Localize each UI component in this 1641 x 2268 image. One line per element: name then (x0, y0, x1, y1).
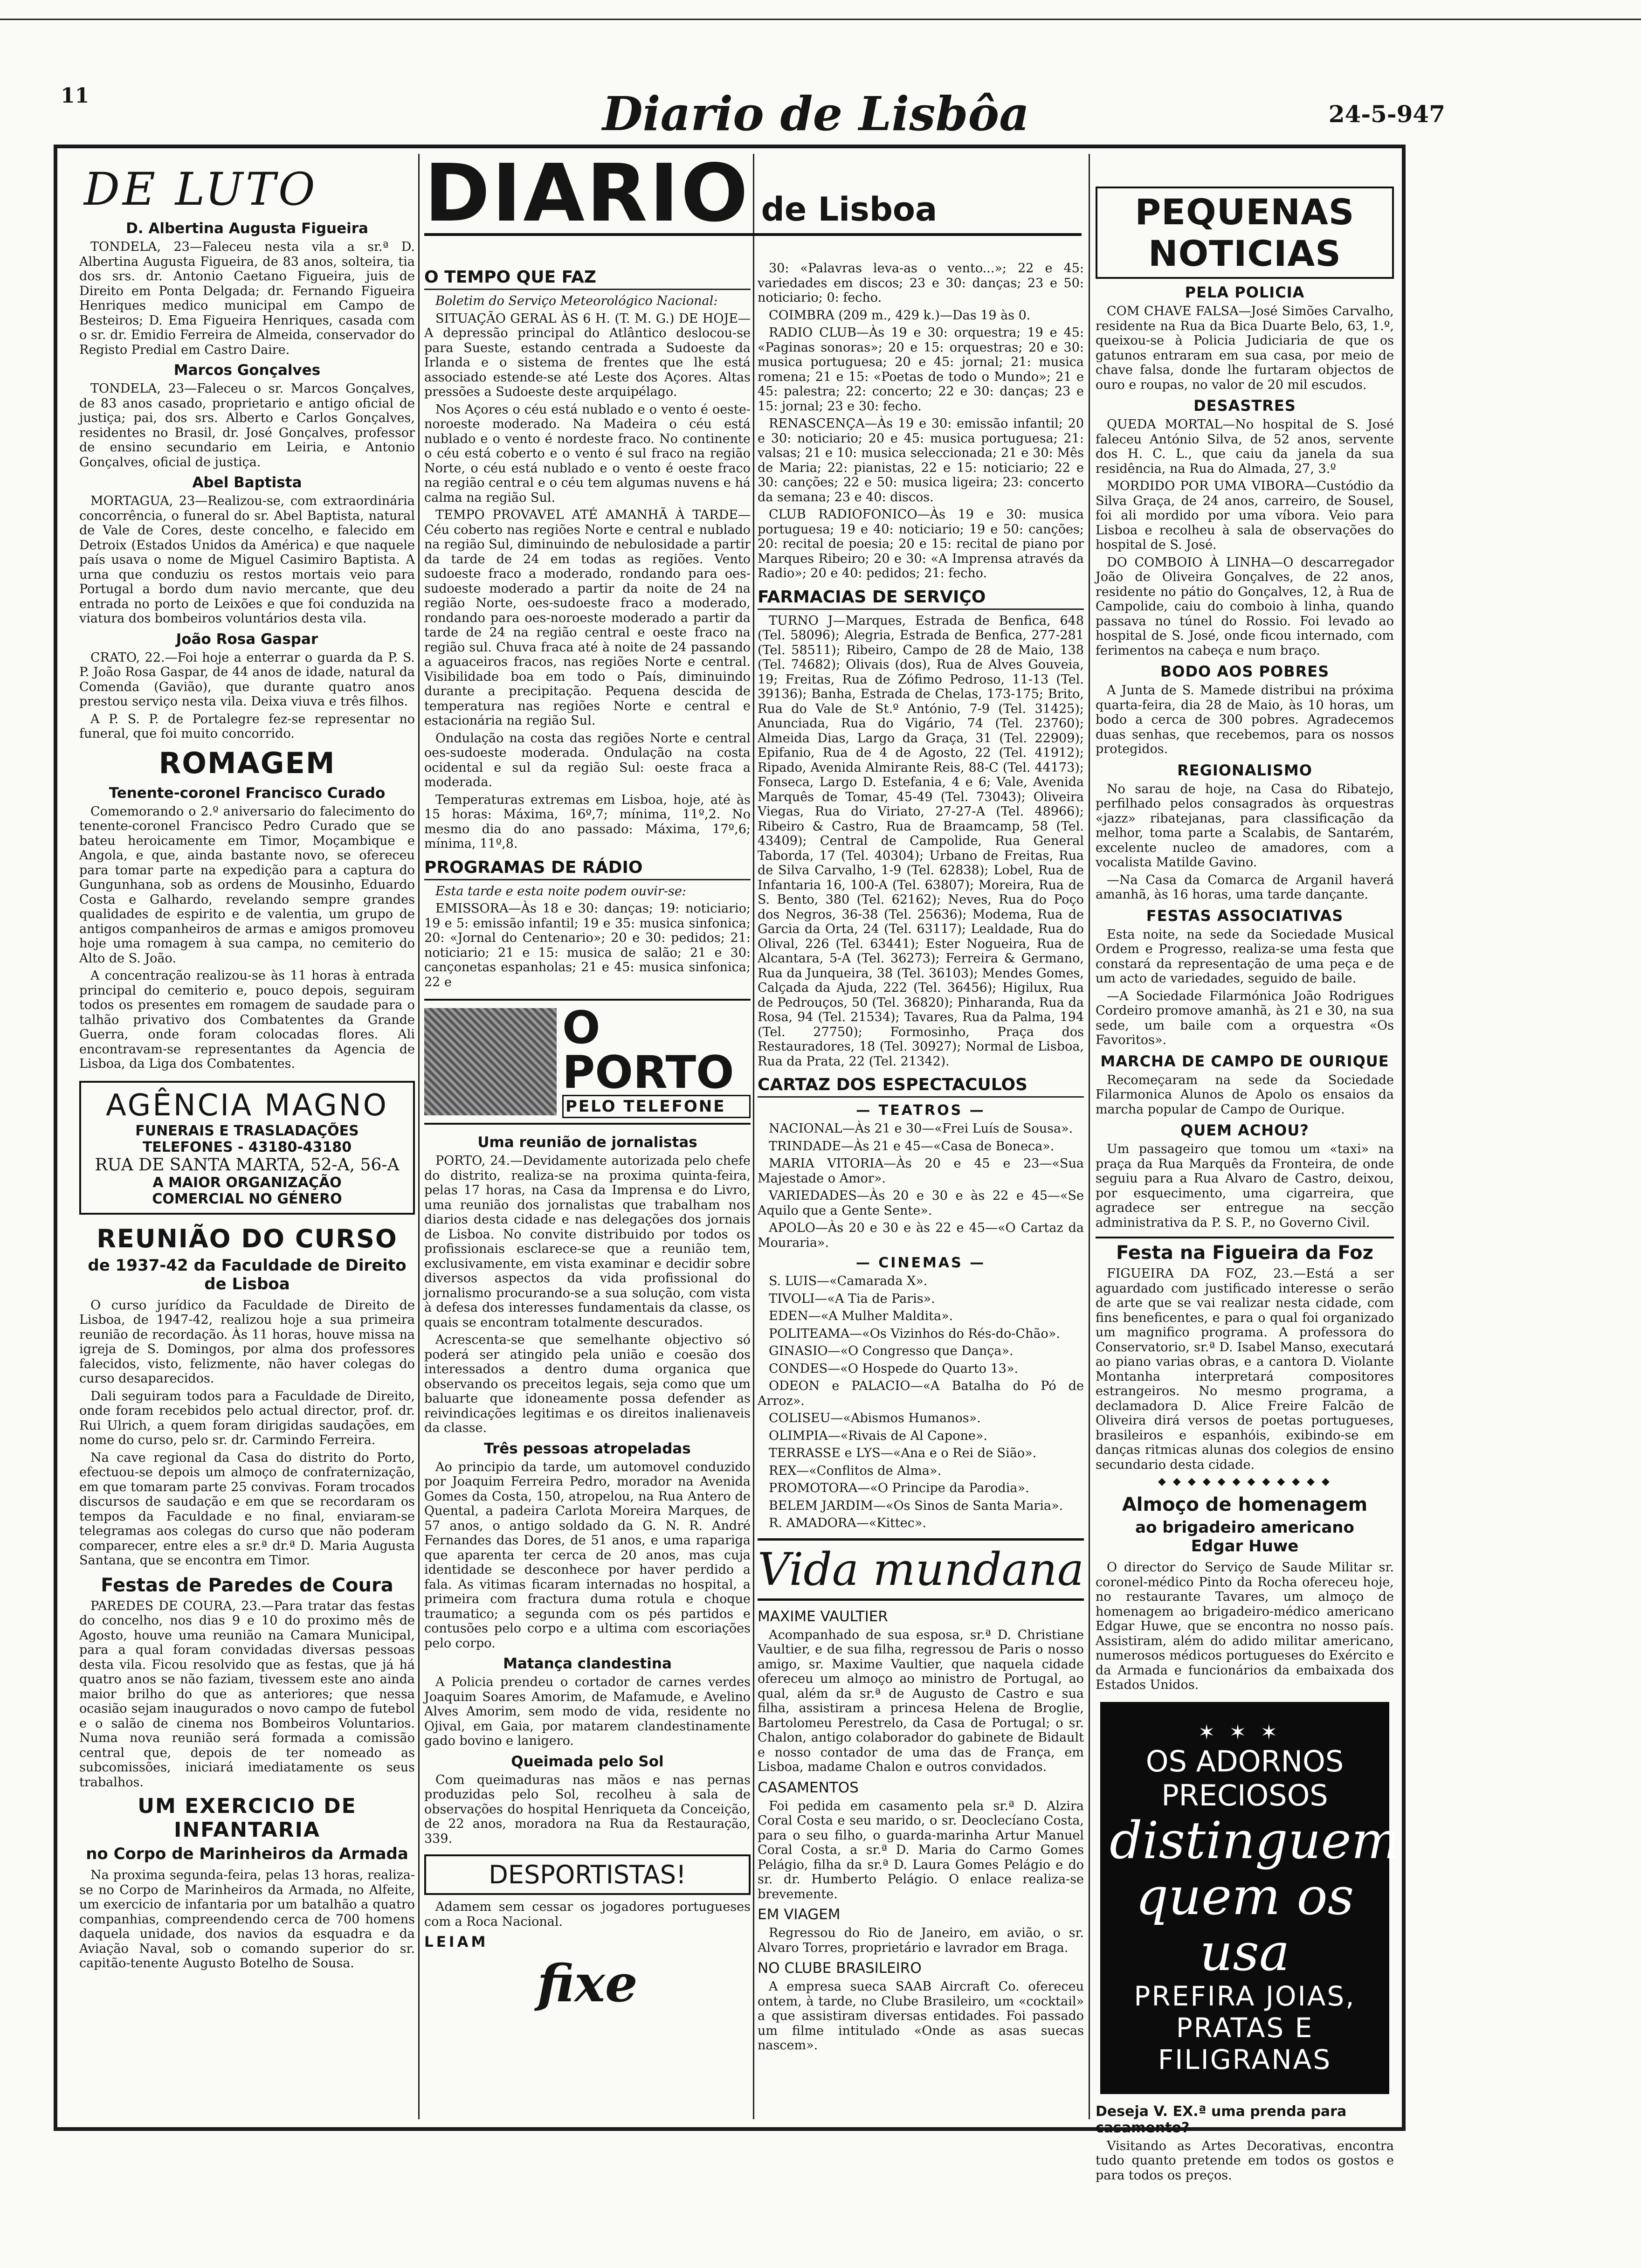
section-label: NO CLUBE BRASILEIRO (758, 1960, 922, 1977)
advert-question: Deseja V. EX.ª uma prenda para casamento? (1096, 2103, 1347, 2136)
article-text: Nos Açores o céu está nublado e o vento é oeste-noroeste moderado. Na Madeira o céu está nublado e o vento é nordeste fraco. No continente o céu está coberto e o vento é sul fraco na região Norte, o céu está nublado e o vento é oeste fraco na região central e o céu tem algumas nuvens e há calma na região Sul. (424, 402, 751, 505)
article-text: —Na Casa da Comarca de Arganil haverá amanhã, às 16 horas, uma tarde dançante. (1096, 872, 1394, 902)
atropeladas-heading: Três pessoas atropeladas (484, 1440, 691, 1457)
listing-item: POLITEAMA—«Os Vizinhos do Rés-do-Chão». (769, 1326, 1060, 1341)
listing-item: CONDES—«O Hospede do Quarto 13». (769, 1361, 1019, 1376)
bodo-heading: BODO AOS POBRES (1160, 663, 1330, 680)
article-text: COM CHAVE FALSA—José Simões Carvalho, residente na Rua da Bica Duarte Belo, 63, 1.º, queixou-se à Policia Judiciaria de que os gatunos entraram em sua casa, por meio de chave falsa, donde lhe furtaram objectos de ouro e roupas, no valor de 20 mil escudos. (1096, 304, 1394, 392)
radio-heading: PROGRAMAS DE RÁDIO (424, 858, 751, 880)
article-text: MORDIDO POR UMA VIBORA—Custódio da Silva Graça, de 24 anos, carreiro, de Sousel, foi ali mordido por uma víbora. Veio para Lisboa e recolheu à sala de observações do hospital de S. José. (1096, 479, 1394, 552)
ornament-divider: ◆ ◆ ◆ ◆ ◆ ◆ ◆ ◆ ◆ ◆ ◆ ◆ (1158, 1476, 1331, 1487)
article-text: Recomeçaram na sede da Sociedade Filarmonica Alunos de Apolo os ensaios da marcha popular de Campo de Ourique. (1096, 1072, 1394, 1117)
article-text: DO COMBOIO À LINHA—O descarregador João de Oliveira Gonçalves, de 22 anos, residente no pátio do Gonçalves, 12, à Rua de Campolide, caiu do comboio à linha, quando passava no túnel do Rossio. Foi levado ao hospital de S. José, onde ficou internado, com ferimentos na cabeça e num braço. (1096, 555, 1394, 658)
teatros-subheading: — TEATROS — (856, 1102, 986, 1119)
article-text: PORTO, 24.—Devidamente autorizada pelo chefe do distrito, realiza-se na proxima quinta-feira, pelas 17 horas, na Casa da Imprensa e do Livro, uma reunião dos jornalistas que trabalham nos diarios desta cidade e nas delegações dos jornais de Lisboa. No convite distribuido por todos os profissionais esclarece-se que a reunião tem, exclusivamente, em vista examinar e decidir sobre diversos aspectos da vida profissional do jornalismo procurando-se a sua solução, com vista à defesa dos interesses fundamentais da classe, os quais se encontram totalmente descurados. (424, 1154, 751, 1330)
article-text: Acompanhado de sua esposa, sr.ª D. Christiane Vaultier, e de sua filha, regressou de Paris o nosso amigo, sr. Maxime Vaultier, que naquela cidade ofereceu um almoço ao ministro de Portugal, ao qual, além da sr.ª de Augusto de Castro e sua filha, assistiram a princesa Helena de Broglie, Bartolomeu Perestrelo, da Casa de Portugal; o sr. Chalon, antigo colaborador do gabinete de Bidault e nosso contador de uma das de França, em Lisboa, madame Chalon e outros convidados. (758, 1627, 1084, 1774)
article-text: —A Sociedade Filarmónica João Rodrigues Cordeiro promove amanhã, às 21 e 30, na sua sede, um baile com a orquestra «Os Favoritos». (1096, 989, 1394, 1047)
article-text: TONDELA, 23—Faleceu nesta vila a sr.ª D. Albertina Augusta Figueira, de 83 anos, solteira, tia dos srs. dr. Antonio Caetano Figueira, juis de Direito em Ponta Delgada; dr. Fernando Figueira Henriques medico municipal em Campo de Besteiros; D. Ema Figueira Henriques, casada com o sr. dr. Emidio Ferreira de Almeida, conservador do Registo Predial em Castro Daire. (79, 240, 415, 357)
article-text: QUEDA MORTAL—No hospital de S. José faleceu António Silva, de 52 anos, servente dos H. C. L., que caiu da janela da sua residência, na Rua do Almada, 27, 3.º (1096, 417, 1394, 476)
column-4 (1096, 187, 1400, 2183)
column-2-body (424, 261, 751, 2122)
advert-line: PREFIRA JOIAS, PRATAS E FILIGRANAS (1134, 1980, 1356, 2075)
agency-address: RUA DE SANTA MARTA, 52-A, 56-A (95, 1155, 400, 1175)
article-text: FIGUEIRA DA FOZ, 23.—Está a ser aguardado com justificado interesse o serão de arte que se vai realizar nesta cidade, com fins beneficentes, e para o qual foi organizado um magnifico programa. A professora do Conservatorio, sr.ª D. Isabel Manso, executará ao piano varias obras, e a cantora D. Violante Montanha interpretará compositores estrangeiros. No mesmo programa, a declamadora D. Alice Freire Falcão de Oliveira dirá versos de poetas portugueses, brasileiros e espanhóis, exibindo-se em danças ritmicas alunas dos colegios de ensino secundario desta cidade. (1096, 1266, 1394, 1472)
listing-item: APOLO—Às 20 e 30 e às 22 e 45—«O Cartaz da Mouraria». (758, 1221, 1084, 1250)
fixe-logo: fixe (537, 1953, 638, 2013)
listing-item: GINASIO—«O Congresso que Dança». (769, 1344, 1014, 1358)
listing-item: EDEN—«A Mulher Maldita». (769, 1309, 953, 1323)
romagem-subheading: Tenente-coronel Francisco Curado (109, 784, 386, 802)
agency-name: AGÊNCIA MAGNO (106, 1088, 388, 1123)
leiam-label: LEIAM (424, 1934, 489, 1950)
luto-heading: DE LUTO (84, 163, 318, 215)
article-text: TEMPO PROVAVEL ATÉ AMANHÃ À TARDE—Céu coberto nas regiões Norte e central e nublado na região Sul, diminuindo de nebulosidade a partir da tarde de 24 em todas as regiões. Vento sudoeste fraco a moderado, rondando para oes-sudoeste moderado a partir da noite de 24 na região Norte, oes-sudoeste fraco a moderado, rondando para oes-noroeste moderado a partir da tarde de 24 na região central e oeste fraco na região sul. Chuva fraca até à noite de 24 passando a aguaceiros fracos, nas regiões Norte e central. Visibilidade boa em todo o País, diminuindo durante a precipitação. Pequena descida de temperatura nas regiões Norte e central e estacionária na região Sul. (424, 508, 751, 728)
page-number: 11 (61, 84, 90, 108)
almoco-heading: Almoço de homenagem (1122, 1494, 1368, 1515)
section-label: EM VIAGEM (758, 1906, 841, 1923)
article-text: Na cave regional da Casa do distrito do Porto, efectuou-se depois um almoço de confraternização, em que tomaram parte 25 convivas. Foram trocados discursos de saudação e em que se recordaram os tempos da Faculdade e no final, enviaram-se telegramas aos colegas do curso que não poderam comparecer, entre eles a sr.ª dr.ª D. Maria Augusta Santana, que se encontra em Timor. (79, 1450, 415, 1568)
article-text: O curso jurídico da Faculdade de Direito de Lisboa, de 1947-42, realizou hoje a sua primeira reunião de recordação. Às 11 horas, houve missa na igreja de S. Domingos, por alma dos professores falecidos, visto, felizmente, não haver colegas do curso desaparecidos. (79, 1298, 415, 1386)
listing-item: REX—«Conflitos de Alma». (769, 1463, 942, 1478)
listing-item: S. LUIS—«Camarada X». (769, 1274, 928, 1288)
article-text: Com queimaduras nas mãos e nas pernas produzidas pelo Sol, recolheu à sala de observações do hospital Henriqueta da Conceição, de 22 anos, moradora na Rua da Restauração, 339. (424, 1772, 751, 1846)
festas-associativas-heading: FESTAS ASSOCIATIVAS (1146, 906, 1344, 925)
porto-bridge-image (424, 1008, 557, 1115)
listing-item: TIVOLI—«A Tia de Paris». (769, 1291, 935, 1306)
obituary-name: Marcos Gonçalves (173, 362, 321, 379)
article-text: Acrescenta-se que semelhante objectivo só poderá ser atingido pela união e coesão dos interessados a dentro duma organica que observando os preceitos legais, seja como que um baluarte que idoneamente possa defender as reivindicações legitimas e os direitos inalienaveis da classe. (424, 1333, 751, 1435)
porto-title: O PORTO (562, 1002, 734, 1099)
obituary-name: D. Albertina Augusta Figueira (126, 220, 368, 237)
farmacias-heading: FARMACIAS DE SERVIÇO (758, 588, 1084, 610)
listing-item: VARIEDADES—Às 20 e 30 e às 22 e 45—«Se Aquilo que a Gente Sente». (758, 1189, 1084, 1218)
listing-item: OLIMPIA—«Rivais de Al Capone». (769, 1428, 987, 1443)
article-text: Foi pedida em casamento pela sr.ª D. Alzira Coral Costa e seu marido, o sr. Deoclecíano Costa, para o seu filho, o guarda-marinha Artur Manuel Coral Costa, a sr.ª D. Maria do Carmo Gomes Pelágio, filha da sr.ª D. Laura Gomes Pelágio e do sr. dr. Humberto Pelágio. O enlace realiza-se brevemente. (758, 1798, 1084, 1902)
listing-item: PROMOTORA—«O Principe da Parodia». (769, 1481, 1029, 1495)
agency-line: COMERCIAL NO GÉNERO (152, 1190, 342, 1207)
masthead (424, 147, 1082, 240)
article-text: Adamem sem cessar os jogadores portugueses com a Roca Nacional. (424, 1900, 751, 1929)
listing-item: TRINDADE—Às 21 e 45—«Casa de Boneca». (769, 1139, 1055, 1154)
article-text: Na proxima segunda-feira, pelas 13 horas, realiza-se no Corpo de Marinheiros da Armada, no Alfeite, um exercicio de infantaria por um batalhão a quatro companhias, compreendendo cerca de 700 homens daquela unidade, dos navios da esquadra e da Aviação Naval, sob o comando superior do sr. capitão-tenente Augusto Botelho de Sousa. (79, 1868, 415, 1971)
listing-item: BELEM JARDIM—«Os Sinos de Santa Maria». (769, 1498, 1063, 1513)
cartaz-heading: CARTAZ DOS ESPECTACULOS (758, 1075, 1084, 1098)
article-text: Ao principio da tarde, um automovel conduzido por Joaquim Ferreira Pedro, morador na Avenida Gomes da Costa, 150, atropelou, na Rua Antero de Quental, a padeira Carlota Moreira Marques, de 57 anos, o antigo soldado da G. N. R. André Fernandes das Dores, de 51 anos, e uma rapariga que aparenta ter cerca de 20 anos, mas cuja identidade se desconhece por haver perdido a fala. As vitimas ficaram internadas no hospital, a primeira com fractura duma rotula e choque traumatico; a segunda com os pés partidos e contusões pelo corpo e a ultima com escoriações pelo corpo. (424, 1459, 751, 1651)
article-text: Ondulação na costa das regiões Norte e central oes-sudoeste moderada. Ondulação na costa ocidental e sul da região Sul: oeste fraca a moderada. (424, 731, 751, 789)
cinemas-subheading: — CINEMAS — (855, 1255, 986, 1271)
jewelry-advert (1100, 1702, 1400, 2094)
article-text: A concentração realizou-se às 11 horas à entrada principal do cemiterio e, pouco depois, seguiram todos os presentes em romagem de saudade para o talhão privativo dos Combatentes da Grande Guerra, onde foram colocadas flores. Ali encontravam-se representantes da Agencia de Lisboa, da Liga dos Combatentes. (79, 968, 415, 1071)
quem-achou-heading: QUEM ACHOU? (1180, 1121, 1309, 1139)
article-text: Um passageiro que tomou um «taxi» na praça da Rua Marquês da Fronteira, de onde seguiu para a Rua Alvaro de Castro, deixou, por esquecimento, uma cigarreira, que agradece ser entregue na secção administrativa da P. S. P., no Governo Civil. (1096, 1142, 1394, 1230)
policia-heading: PELA POLICIA (1185, 284, 1305, 301)
vida-mundana-heading: Vida mundana (758, 1538, 1084, 1601)
exercicio-heading: UM EXERCICIO DE INFANTARIA (138, 1794, 357, 1842)
queimada-heading: Queimada pelo Sol (511, 1753, 664, 1770)
newspaper-title: Diario de Lisbôa (602, 86, 1030, 141)
article-text: Dali seguiram todos para a Faculdade de Direito, onde foram recebidos pelo actual director, prof. dr. Rui Ulrich, a quem foram dirigidas saudações, em nome do curso, pelo sr. dr. Carmindo Ferreira. (79, 1389, 415, 1447)
desastres-heading: DESASTRES (1193, 397, 1296, 415)
reuniao-heading: REUNIÃO DO CURSO (97, 1224, 398, 1253)
article-text: Comemorando o 2.º aniversario do falecimento do tenente-coronel Francisco Pedro Curado que se bateu heroicamente em Timor, Moçambique e Angola, e que, ainda bastante novo, se ofereceu para tomar parte na expedição para a captura do Gungunhana, sob as ordens de Mousinho, Eduardo Costa e Galhardo, revelando sempre grandes qualidades de espirito e de valentia, um grupo de antigos companheiros de armas e amigos promoveu hoje uma romagem à sua campa, no cemiterio do Alto de S. João. (79, 804, 415, 966)
reuniao-subheading: de 1937-42 da Faculdade de Direito de Lisboa (88, 1256, 407, 1293)
article-text: EMISSORA—Às 18 e 30: danças; 19: noticiario; 19 e 5: emissão infantil; 19 e 35: musica sinfonica; 20: «Jornal do Centenario»; 20 e 30: pedidos; 21: noticiario; 21 e 15: musica de salão; 21 e 30: cançonetas espanholas; 21 e 45: musica sinfonica; 22 e (424, 901, 751, 989)
tempo-source: Boletim do Serviço Meteorológico Nacional: (435, 294, 718, 308)
article-text: No sarau de hoje, na Casa do Ribatejo, perfilhado pelos consagrados às orquestras «jazz» ribatejanas, para classificação da melhor, toma parte a Scalabis, de Santarém, excelente nucleo de amadores, com a vocalista Matilde Gavino. (1096, 781, 1394, 870)
article-text: TONDELA, 23—Faleceu o sr. Marcos Gonçalves, de 83 anos casado, proprietario e antigo oficial de justiça; pai, dos srs. Alberto e Carlos Gonçalves, residentes no Brasil, dr. José Gonçalves, professor de ensino secundario em Leiria, e Antonio Gonçalves, oficial de justiça. (79, 381, 415, 470)
almoco-subheading: ao brigadeiro americano (1135, 1518, 1354, 1537)
regionalismo-heading: REGIONALISMO (1177, 761, 1312, 779)
article-text: Visitando as Artes Decorativas, encontra tudo quanto pretende em todos os gostos e para todos os preços. (1096, 2138, 1394, 2183)
agency-advert (79, 1081, 415, 1215)
foz-heading: Festa na Figueira da Foz (1096, 1237, 1394, 1264)
article-text: A Junta de S. Mamede distribui na próxima quarta-feira, dia 28 de Maio, às 10 horas, um bodo a cerca de 300 pobres. Agradecemos duas senhas, que recebemos, para os nossos protegidos. (1096, 683, 1394, 756)
listing-item: R. AMADORA—«Kittec». (769, 1516, 926, 1530)
column-divider (418, 154, 420, 2119)
matanca-heading: Matança clandestina (503, 1655, 672, 1672)
radio-intro: Esta tarde e esta noite podem ouvir-se: (435, 884, 686, 899)
exercicio-subheading: no Corpo de Marinheiros da Armada (86, 1845, 408, 1863)
article-text: MORTAGUA, 23—Realizou-se, com extraordinária concorrência, o funeral do sr. Abel Baptista, natural de Vale de Cores, deste concelho, e falecido em Detroix (Estados Unidos da América) e que naquele país usava o nome de Miguel Casimiro Baptista. A urna que conduziu os restos mortais veio para Portugal a bordo dum navio mercante, que deu entrada no porto de Leixões e que foi conduzida na viatura dos bombeiros voluntários desta vila. (79, 494, 415, 626)
section-label: CASAMENTOS (758, 1779, 859, 1796)
masthead-subtitle: de Lisboa (761, 190, 938, 228)
festas-heading: Festas de Paredes de Coura (101, 1574, 393, 1596)
obituary-name: João Rosa Gaspar (176, 630, 318, 648)
romagem-heading: ROMAGEM (159, 746, 336, 780)
article-text: A P. S. P. de Portalegre fez-se representar no funeral, que foi muito concorrido. (79, 712, 415, 741)
article-text: 30: «Palavras leva-as o vento...»; 22 e 45: variedades em discos; 23 e 30: danças; 23 e 50: noticiario; 0: fecho. (758, 261, 1084, 305)
almoco-subheading: Edgar Huwe (1191, 1537, 1299, 1556)
star-icon: ✶✶✶ (1198, 1720, 1292, 1744)
obituary-name: Abel Baptista (192, 474, 302, 491)
article-text: SITUAÇÃO GERAL ÀS 6 H. (T. M. G.) DE HOJE—A depressão principal do Atlântico deslocou-se para Sueste, estando centrada a Sudoeste da Irlanda e o sistema de frentes que lhe está associado estende-se até Leste dos Açores. Altas pressões a Sudoeste deste arquipélago. (424, 311, 751, 399)
listing-item: ODEON e PALACIO—«A Batalha do Pó de Arroz». (758, 1379, 1084, 1408)
listing-item: TERRASSE e LYS—«Ana e o Rei de Sião». (769, 1446, 1037, 1460)
marcha-heading: MARCHA DE CAMPO DE OURIQUE (1100, 1052, 1389, 1070)
column-divider (1089, 154, 1090, 2119)
article-text: PAREDES DE COURA, 23.—Para tratar das festas do concelho, nos dias 9 e 10 do proximo mês de Agosto, houve uma reunião na Camara Municipal, para a qual foram convidadas diversas pessoas desta vila. Ficou resolvido que as festas, que já há quatro anos se não faziam, tivessem este ano ainda maior brilho do que as anteriores; que nessa ocasião sejam inaugurados o novo campo de futebol e o salão de cinema nos Bombeiros Voluntarios. Numa nova reunião será formada a comissão central que, depois de ter nomeado as subcomissões, iniciará imediatamente os seus trabalhos. (79, 1598, 415, 1790)
article-text: A Policia prendeu o cortador de carnes verdes Joaquim Soares Amorim, de Mafamude, e Avelino Alves Amorim, sem modo de vida, residente no Ojival, em Gaia, por matarem clandestinamente gado bovino e lanigero. (424, 1675, 751, 1748)
advert-line: OS ADORNOS PRECIOSOS (1145, 1744, 1344, 1812)
article-text: Regressou do Rio de Janeiro, em avião, o sr. Alvaro Torres, proprietário e lavrador em Braga. (758, 1926, 1084, 1955)
porto-banner (424, 999, 751, 1125)
article-text: COIMBRA (209 m., 429 k.)—Das 19 às 0. (769, 308, 1031, 323)
tempo-heading: O TEMPO QUE FAZ (424, 268, 751, 290)
article-text: A empresa sueca SAAB Aircraft Co. ofereceu ontem, à tarde, no Clube Brasileiro, um «cocktail» a que assistiram diversas entidades. Foi passado um filme intitulado «Onde as asas suecas nascem». (758, 1979, 1084, 2053)
article-text: RENASCENÇA—Às 19 e 30: emissão infantil; 20 e 30: noticiario; 20 e 45: musica portuguesa; 21: valsas; 21 e 10: musica seleccionada; 21 e 30: Mês de Maria; 22: pianistas, 22 e 15: noticiario; 22 e 30: canções; 22 e 50: musica ligeira; 23: concerto da semana; 23 e 40: discos. (758, 416, 1084, 505)
article-text: O director do Serviço de Saude Militar sr. coronel-médico Pinto da Rocha ofereceu hoje, no restaurante Tavares, um almoço de homenagem ao brigadeiro-médico americano Edgar Huwe, que se encontra no nosso país. Assistiram, além do adido militar americano, numerosos médicos portugueses do Exército e da Armada e funcionários da embaixada dos Estados Unidos. (1096, 1560, 1394, 1692)
article-text: RADIO CLUB—Às 19 e 30: orquestra; 19 e 45: «Paginas sonoras»; 20 e 15: orquestras; 20 e 30: musica portuguesa; 20 e 45: jornal; 21: musica romena; 21 e 15: «Poetas de todo o Mundo»; 21 e 45: palestra; 22: concerto; 22 e 30: danças; 23 e 15: jornal; 23 e 30: fecho. (758, 325, 1084, 414)
article-text: Esta noite, na sede da Sociedade Musical Ordem e Progresso, realiza-se uma festa que constará da representação de uma peça e de um acto de variedades, seguido de baile. (1096, 927, 1394, 986)
agency-line: A MAIOR ORGANIZAÇÃO (152, 1174, 342, 1191)
section-label: MAXIME VAULTIER (758, 1608, 888, 1625)
article-text: CRATO, 22.—Foi hoje a enterrar o guarda da P. S. P. João Rosa Gaspar, de 44 anos de idade, natural da Comenda (Gavião), que durante quatro anos prestou serviço nesta vila. Deixa viuva e três filhos. (79, 650, 415, 709)
porto-subtitle: PELO TELEFONE (562, 1095, 751, 1118)
agency-line: FUNERAIS E TRASLADAÇÕES (135, 1122, 359, 1139)
column-1 (79, 159, 415, 2117)
listing-item: MARIA VITORIA—Às 20 e 45 e 23—«Sua Majestade o Amor». (758, 1156, 1084, 1186)
issue-date: 24-5-947 (1328, 100, 1445, 128)
listing-item: COLISEU—«Abismos Humanos». (769, 1411, 981, 1425)
pequenas-noticias-heading: PEQUENAS NOTICIAS (1096, 187, 1394, 279)
agency-phone: TELEFONES - 43180-43180 (142, 1139, 352, 1155)
column-3 (758, 261, 1084, 2122)
article-text: TURNO J—Marques, Estrada de Benfica, 648 (Tel. 58096); Alegria, Estrada de Benfica, 277-281 (Tel. 58511); Ribeiro, Campo de 28 de Maio, 138 (Tel. 74682); Olivais (dos), Rua de Alves Gouveia, 19; Freitas, Rua de Zófimo Pedroso, 11-13 (Tel. 39136); Banha, Estrada de Chelas, 173-175; Brito, Rua do Vale de St.º António, 7-9 (Tel. 31425); Anunciada, Rua do Vigário, 74 (Tel. 23760); Almeida Dias, Largo da Graça, 31 (Tel. 22909); Epifanio, Rua de 4 de Agosto, 22 (Tel. 41912); Ripado, Avenida Almirante Reis, 88-C (Tel. 44173); Fonseca, Largo D. Estefania, 4 e 6; Vale, Avenida Marquês de Tomar, 45-49 (Tel. 73043); Oliveira Viegas, Rua do Viriato, 27-27-A (Tel. 48966); Ribeiro & Castro, Rua de Braamcamp, 58 (Tel. 43409); Central de Campolide, Rua General Taborda, 17 (Tel. 40304); Urbano de Freitas, Rua de Silva Carvalho, 1-9 (Tel. 62838); Lobel, Rua de Infantaria 16, 100-A (Tel. 63807); Moreira, Rua de S. Bento, 380 (Tel. 62162); Neves, Rua do Poço dos Negros, 36-38 (Tel. 25636); Modema, Rua de Garcia da Orta, 24 (Tel. 63117); Lealdade, Rua do Olival, 226 (Tel. 63441); Ester Nogueira, Rua de Alcantara, 5-A (Tel. 36273); Ferreira & Germano, Rua da Junqueira, 38 (Tel. 36103); Mendes Gomes, Calçada da Ajuda, 222 (Tel. 36456); Higilux, Rua de Pedrouços, 50 (Tel. 36820); Pinharanda, Rua da Rosa, 94 (Tel. 21534); Tavares, Rua da Palma, 194 (Tel. 27750); Formosinho, Praça dos Restauradores, 18 (Tel. 30927); Normal de Lisboa, Rua da Prata, 22 (Tel. 21342). (758, 613, 1084, 1069)
article-text: CLUB RADIOFONICO—Às 19 e 30: musica portuguesa; 19 e 40: noticiario; 19 e 50: canções; 20: recital de poesia; 20 e 15: recital de piano por Marques Ribeiro; 20 e 30: «A Imprensa através da Radio»; 20 e 40: pedidos; 21: fecho. (758, 507, 1084, 581)
desportistas-box: DESPORTISTAS! (424, 1854, 751, 1895)
jornalistas-heading: Uma reunião de jornalistas (477, 1134, 697, 1151)
article-text: Temperaturas extremas em Lisboa, hoje, até às 15 horas: Máxima, 16º,7; mínima, 11º,2. No mesmo dia do ano passado: Máxima, 17º,6; mínima, 11º,8. (424, 792, 751, 851)
masthead-title: DIARIO (424, 147, 750, 240)
listing-item: NACIONAL—Às 21 e 30—«Frei Luís de Sousa». (769, 1121, 1073, 1136)
advert-script: distinguem quem os usa (1110, 1810, 1400, 1982)
